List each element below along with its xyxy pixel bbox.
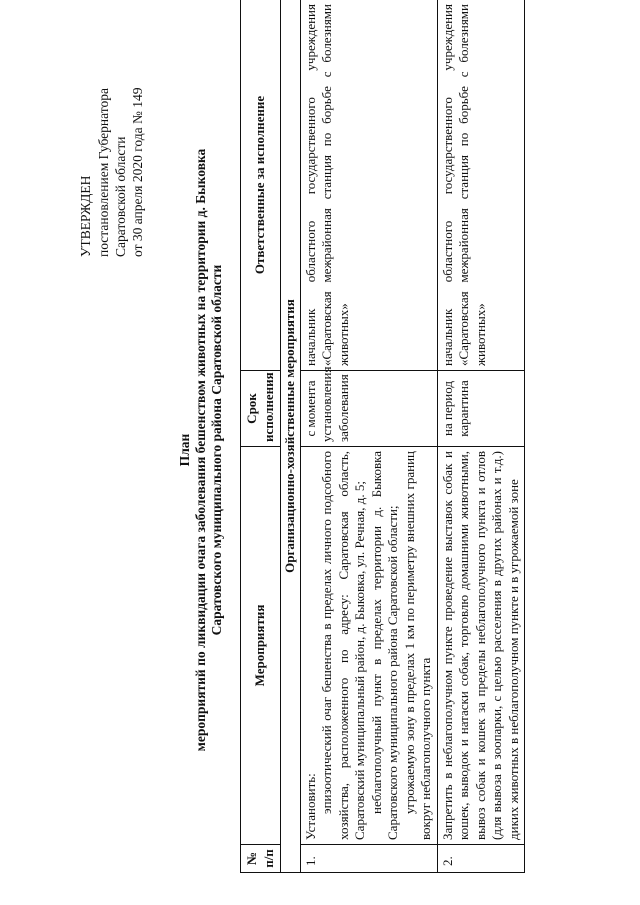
table-row <box>300 0 437 873</box>
header-num: № п/п <box>241 845 281 873</box>
measure-heading: Установить: <box>302 773 318 840</box>
title-subject: мероприятий по ликвидации очага заболевания бешенством животных на территории д. Быковка <box>193 148 208 752</box>
row-responsible: начальник областного государственного учреждения «Саратовская межрайонная станция по борьбе с болезнями животных» <box>437 0 525 371</box>
approval-line: постановлением Губернатора <box>96 88 111 257</box>
approval-heading: УТВЕРЖДЕН <box>78 175 93 257</box>
row-measure <box>437 447 525 845</box>
row-deadline: на период карантина <box>437 371 525 447</box>
title-plan: План <box>177 433 192 467</box>
header-deadline: Срок исполнения <box>241 371 281 447</box>
header-measures: Мероприятия <box>241 447 281 845</box>
row-number: 1. <box>300 845 437 873</box>
section-row <box>281 0 301 873</box>
measure-paragraph: неблагополучный пункт в пределах территории д. Быковка Саратовского муниципального района Саратовской области; <box>368 451 400 840</box>
measure-paragraph: Запретить в неблагополучном пункте проведение выставок собак и кошек, выводок и натаски собак, торговлю домашними животными, вывоз собак и кошек за пределы неблагополучного пункта и отлов (для вывоза в зоопарки, с целью расселения в других районах и т.д.) диких животных в неблагополучном пункте и в угрожаемой зоне <box>439 451 521 840</box>
row-deadline: с момента установления заболевания <box>300 371 437 447</box>
row-measure <box>300 447 437 845</box>
title-area: Саратовского муниципального района Саратовской области <box>209 264 224 636</box>
section-title: Организационно-хозяйственные мероприятия <box>281 0 301 873</box>
approval-stamp <box>77 87 146 257</box>
table-row <box>437 0 525 873</box>
row-number: 2. <box>437 845 525 873</box>
approval-date: от 30 апреля 2020 года № 149 <box>130 87 145 257</box>
header-responsible: Ответственные за исполнение <box>241 0 281 371</box>
measures-table <box>240 0 525 873</box>
measure-paragraph: угрожаемую зону в пределах 1 км по периметру внешних границ вокруг неблагополучного пункта <box>401 451 433 840</box>
approval-line: Саратовской области <box>113 136 128 257</box>
table-header-row <box>241 0 281 873</box>
row-responsible: начальник областного государственного учреждения «Саратовская межрайонная станция по борьбе с болезнями животных» <box>300 0 437 371</box>
document-title <box>177 55 225 845</box>
measure-paragraph: эпизоотический очаг бешенства в пределах личного подсобного хозяйства, расположенного по адресу: Саратовская область, Саратовский муниципальный район, д. Быковка, ул. Речная, д. 5; <box>319 451 367 840</box>
